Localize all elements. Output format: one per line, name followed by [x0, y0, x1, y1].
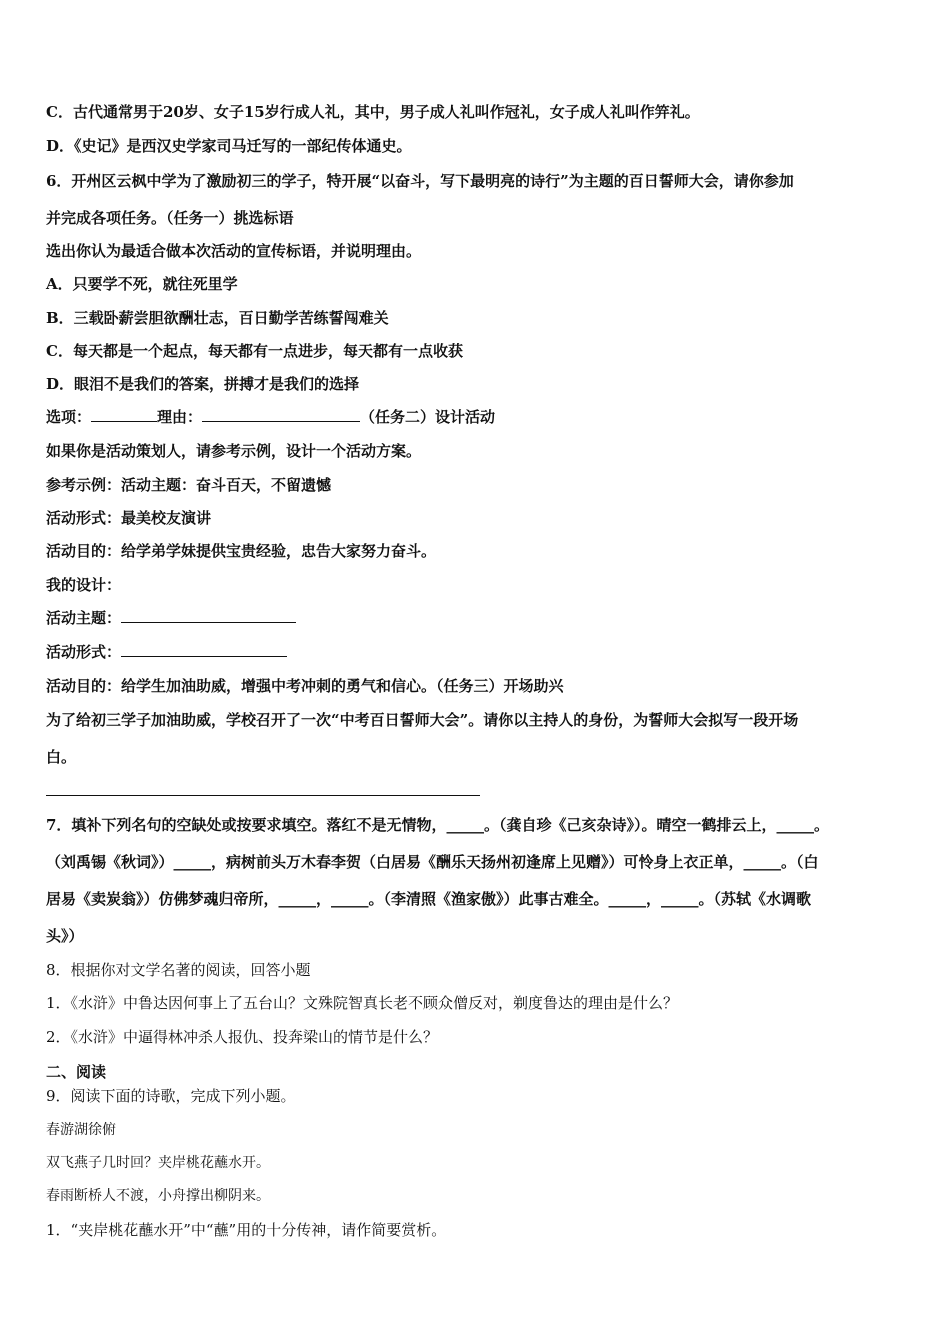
task-3-line-1: 为了给初三学子加油助威，学校召开了一次“中考百日誓师大会”。请你以主持人的身份，为誓师大会拟写一段开场	[46, 711, 799, 729]
poem-title: 春游湖徐俯	[46, 1122, 116, 1138]
my-theme-blank[interactable]	[121, 608, 296, 623]
question-8-sub-2: 2．《水浒》中逼得林冲杀人报仇、投奔梁山的情节是什么？	[46, 1028, 439, 1046]
task-2-instruction: 如果你是活动策划人，请参考示例，设计一个活动方案。	[46, 442, 422, 460]
poem-line-2: 春雨断桥人不渡，小舟撑出柳阴来。	[46, 1188, 270, 1204]
question-6-line-1: 6．开州区云枫中学为了激励初三的学子，特开展“以奋斗，写下最明亮的诗行”为主题的百日誓师大会，请你参加	[46, 172, 794, 190]
example-theme: 参考示例：活动主题：奋斗百天，不留遗憾	[46, 476, 332, 494]
question-7-line-4: 头》）	[46, 927, 84, 945]
question-9-sub-1: 1．“夹岸桃花蘸水开”中“蘸”用的十分传神，请作简要赏析。	[46, 1221, 447, 1239]
task-3-line-2: 白。	[46, 748, 77, 766]
reason-label: 理由：	[157, 408, 203, 426]
poem-line-1: 双飞燕子几时回？夹岸桃花蘸水开。	[46, 1155, 270, 1171]
my-theme-label: 活动主题：	[46, 609, 122, 627]
question-9-title: 9．阅读下面的诗歌，完成下列小题。	[46, 1087, 296, 1105]
my-form-label: 活动形式：	[46, 643, 122, 661]
option-c-line: C．古代通常男于20岁、女子15岁行成人礼，其中，男子成人礼叫作冠礼，女子成人礼叫作笄礼。	[46, 103, 700, 121]
slogan-option-d: D．眼泪不是我们的答案，拼搏才是我们的选择	[46, 375, 360, 393]
my-purpose-line: 活动目的：给学生加油助威，增强中考冲刺的勇气和信心。（任务三）开场助兴	[46, 677, 564, 695]
question-7-line-1: 7．填补下列名句的空缺处或按要求填空。落红不是无情物，_____。（龚自珍《己亥杂诗》）。晴空一鹤排云上，_____。	[46, 816, 829, 834]
question-8-sub-1: 1．《水浒》中鲁达因何事上了五台山？文殊院智真长老不顾众僧反对，剃度鲁达的理由是什么？	[46, 994, 679, 1012]
question-7-line-2: （刘禹锡《秋词》）_____，病树前头万木春李贺（白居易《酬乐天扬州初逢席上见赠》）可怜身上衣正单，_____。（白	[46, 853, 819, 871]
choice-label: 选项：	[46, 408, 92, 426]
my-form-blank[interactable]	[121, 642, 287, 657]
opening-speech-blank[interactable]	[46, 795, 480, 796]
my-theme-line	[46, 608, 920, 628]
choice-blank[interactable]	[91, 407, 157, 422]
question-8-title: 8．根据你对文学名著的阅读，回答小题	[46, 961, 311, 979]
task-1-instruction: 选出你认为最适合做本次活动的宣传标语，并说明理由。	[46, 242, 422, 260]
example-form: 活动形式：最美校友演讲	[46, 509, 212, 527]
slogan-option-a: A．只要学不死，就往死里学	[46, 275, 238, 293]
reason-blank[interactable]	[202, 407, 360, 422]
my-form-line	[46, 642, 920, 662]
example-purpose: 活动目的：给学弟学妹提供宝贵经验，忠告大家努力奋斗。	[46, 542, 437, 560]
slogan-option-b: B．三载卧薪尝胆欲酬壮志，百日勤学苦练誓闯难关	[46, 309, 389, 327]
section-reading-heading: 二、阅读	[46, 1063, 107, 1081]
question-6-line-2: 并完成各项任务。（任务一）挑选标语	[46, 209, 294, 227]
task-2-title: （任务二）设计活动	[360, 408, 496, 426]
slogan-option-c: C．每天都是一个起点，每天都有一点进步，每天都有一点收获	[46, 342, 463, 360]
answer-line	[46, 407, 920, 427]
my-design-label: 我的设计：	[46, 576, 122, 594]
option-d-line: D．《史记》是西汉史学家司马迁写的一部纪传体通史。	[46, 137, 412, 155]
question-7-line-3: 居易《卖炭翁》）仿佛梦魂归帝所，_____，_____。（李清照《渔家傲》）此事古难全。_____，_____。（苏轼《水调歌	[46, 890, 812, 908]
